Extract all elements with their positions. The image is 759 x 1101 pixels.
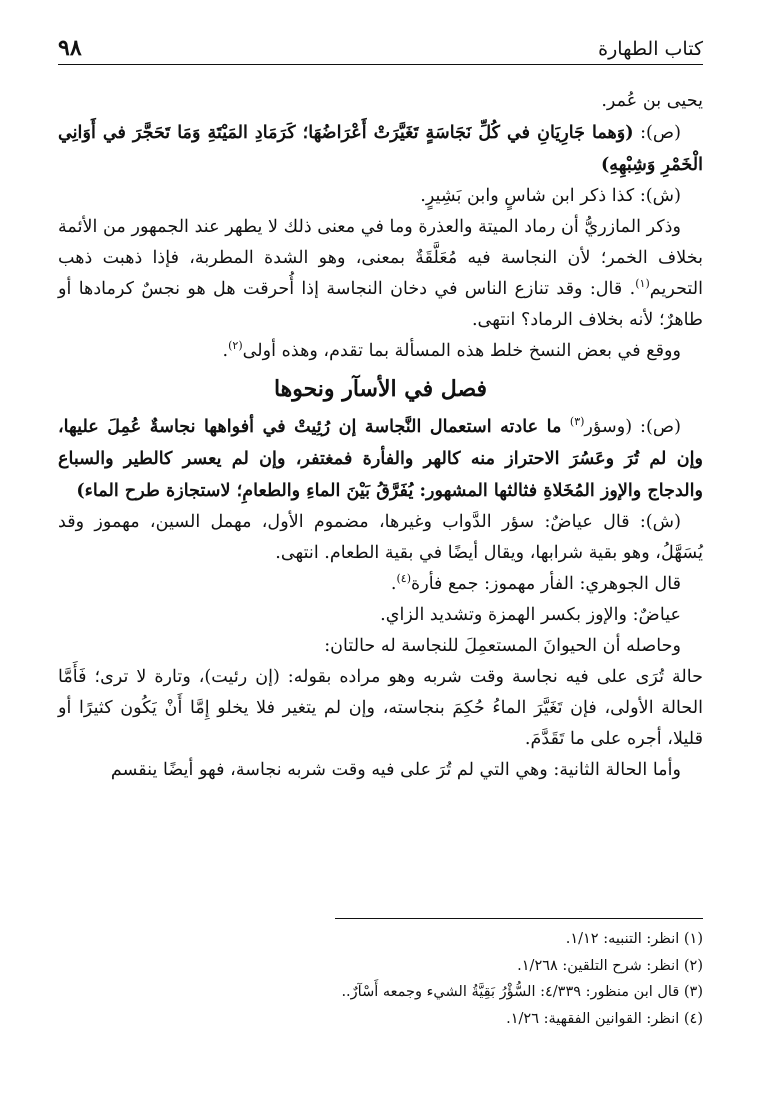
footnote-2: (٢) انظر: شرح التلقين: ١/٢٦٨. bbox=[517, 957, 703, 974]
page-header bbox=[58, 30, 703, 65]
text-line: . bbox=[222, 341, 229, 361]
paragraph-case-2 bbox=[58, 755, 703, 786]
paragraph-1 bbox=[58, 86, 703, 117]
text-line: (ش): قال عياضٌ: سؤر الدَّواب وغيرها، مضموم الأول، مهمل السين، مهموز وقد يُسَهَّلُ، وهو بقية شرابها، ويقال أيضًا في بقية الطعام. انتهى. bbox=[58, 512, 703, 563]
paragraph-iyad bbox=[58, 600, 703, 631]
text-line: وذكر المازريُّ أن رماد الميتة والعذرة وما في معنى ذلك لا يطهر عند الجمهور من الأئمة بخلاف الخمر؛ لأن النجاسة فيه مُعَلَّقَةٌ بمعنى، وهو الشدة المطربة، فإذا ذهبت ذهب التحريم bbox=[58, 217, 703, 299]
text-line: عياضٌ: والإوز بكسر الهمزة وتشديد الزاي. bbox=[380, 605, 681, 625]
paragraph-jawhari bbox=[58, 569, 703, 600]
matn-marker: (ص): (وسؤر bbox=[584, 417, 681, 437]
footnote-1: (١) انظر: التنبيه: ١/١٢. bbox=[565, 931, 703, 947]
text-line: وحاصله أن الحيوانَ المستعمِلَ للنجاسة له حالتان: bbox=[324, 636, 681, 656]
text-line: (ش): كذا ذكر ابن شاسٍ وابن بَشِيرٍ. bbox=[420, 186, 681, 206]
footnote-3: (٣) قال ابن منظور: ٤/٣٣٩: السُّؤْرُ بَقِيَّةُ الشيء وجمعه أَسْآرٌ.. bbox=[341, 984, 703, 1000]
footnote-divider bbox=[335, 918, 703, 919]
book-title: كتاب الطهارة bbox=[598, 38, 703, 60]
footnotes bbox=[58, 926, 703, 1032]
matn-text: ما عادته استعمال النَّجاسة إن رُئِيتْ في أفواهها نجاسةٌ عُمِلَ عليها، وإن لم تُرَ وعَسُرَ الاحتراز منه كالهر والفأرة فمغتفر، وإن لم يعسر كالطير والسباع والدجاج والإوز المُخَلاةِ فثالثها المشهور: يُفَرَّقُ بَيْنَ الماءِ والطعامِ؛ لاستجازة طرح الماء) bbox=[58, 416, 703, 501]
paragraph-sharh-1 bbox=[58, 181, 703, 212]
section-heading: فصل في الأسآر ونحوها bbox=[273, 376, 488, 402]
main-text bbox=[58, 86, 703, 786]
footnote-ref[interactable]: (٢) bbox=[228, 339, 243, 353]
text-line: . قال: وقد تنازع الناس في دخان النجاسة إذا أُحرقت هل هو نجسٌ كرمادها أو طاهرٌ؛ لأنه بخلاف الرماد؟ انتهى. bbox=[58, 279, 703, 330]
paragraph-summary bbox=[58, 631, 703, 662]
text-line: وأما الحالة الثانية: وهي التي لم تُرَ على فيه وقت شربه نجاسة، فهو أيضًا ينقسم bbox=[110, 760, 681, 780]
text-line: قال الجوهري: الفأر مهموز: جمع فأرة bbox=[410, 574, 681, 594]
paragraph-sharh-2 bbox=[58, 507, 703, 569]
footnote-4: (٤) انظر: القوانين الفقهية: ١/٢٦. bbox=[506, 1010, 703, 1027]
paragraph-mazari bbox=[58, 212, 703, 336]
footnote-ref[interactable]: (١) bbox=[635, 277, 650, 291]
matn-text: (وَهما جَارِيَانِ في كُلِّ نَجَاسَةٍ تَغَيَّرَتْ أَعْرَاضُهَا؛ كَرَمَادِ المَيْتَةِ وَمَا تَحَجَّرَ في أَوَانِي الْخَمْرِ وَشِبْهِهِ) bbox=[58, 122, 703, 175]
matn-marker: (ص): bbox=[633, 123, 681, 143]
paragraph-matn-2 bbox=[58, 411, 703, 507]
text-line: يحيى بن عُمر. bbox=[601, 91, 703, 111]
footnote-ref[interactable]: (٤) bbox=[396, 572, 411, 586]
text-line: حالة تُرَى على فيه نجاسة وقت شربه وهو مراده بقوله: (إن رئيت)، وتارة لا ترى؛ فَأَمَّا الحالة الأولى، فإن تَغَيَّرَ الماءُ حُكِمَ بنجاسته، وإن لم يتغير فلا يخلو إِمَّا أَنْ يَكُون كثيرًا أو قليلا، أجره على ما تَقَدَّمَ. bbox=[58, 667, 703, 749]
footnote-ref[interactable]: (٣) bbox=[569, 415, 585, 429]
paragraph-case-1 bbox=[58, 662, 703, 755]
page-number: ٩٨ bbox=[58, 35, 82, 61]
text-line: ووقع في بعض النسخ خلط هذه المسألة بما تقدم، وهذه أولى bbox=[242, 341, 681, 361]
text-line: . bbox=[390, 574, 397, 594]
paragraph-matn-1 bbox=[58, 117, 703, 181]
paragraph-note bbox=[58, 336, 703, 367]
